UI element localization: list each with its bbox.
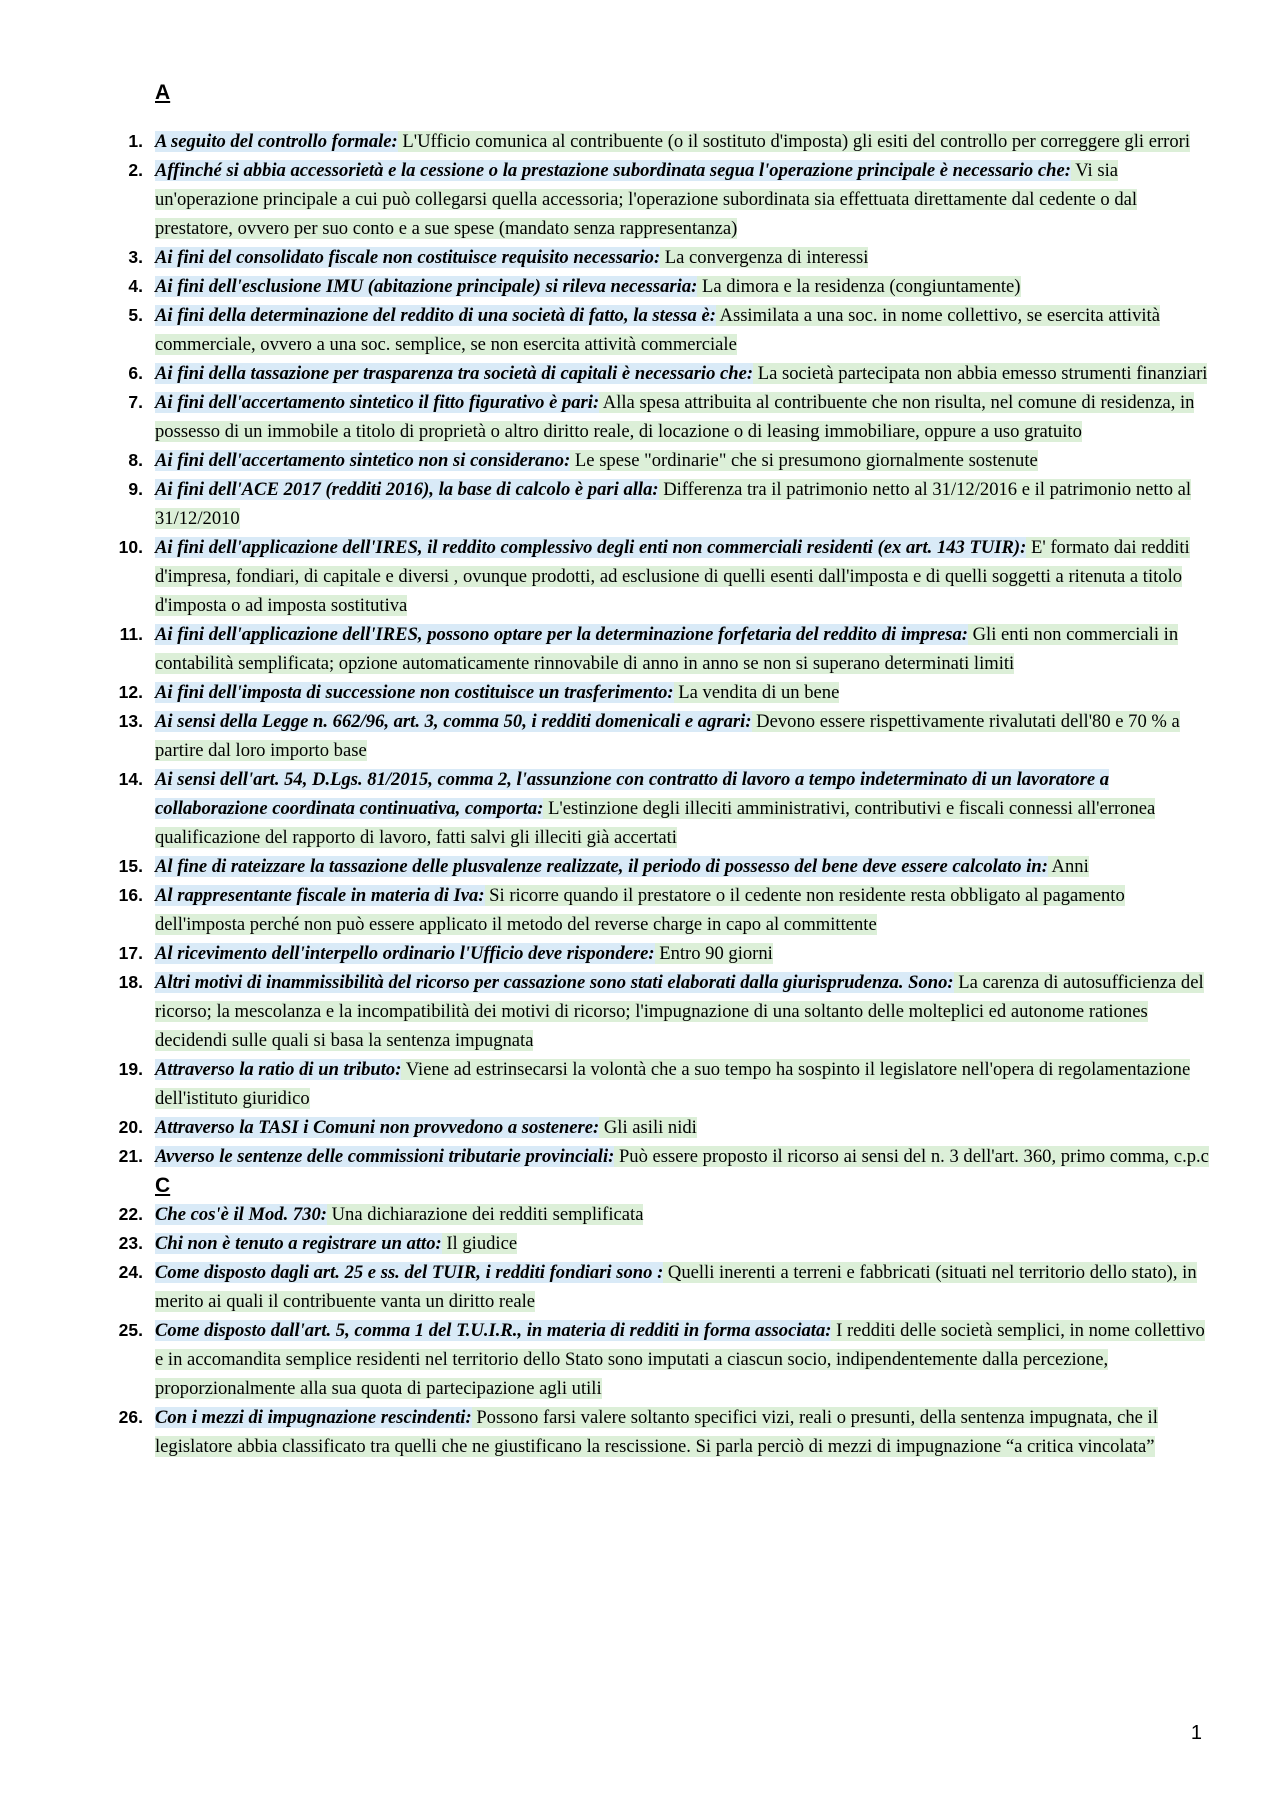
- question: Con i mezzi di impugnazione rescindenti:: [155, 1407, 472, 1428]
- answer: Si ricorre quando il prestatore o il cedente non residente resta obbligato al pagamento dell'imposta perché non può essere applicato il metodo del reverse charge in capo al committente: [155, 885, 1125, 935]
- qa-item: 10. Ai fini dell'applicazione dell'IRES, il reddito complessivo degli enti non commerciali residenti (ex art. 143 TUIR): E' formato dai redditi d'impresa, fondiari, di capitale e diversi , ovunque prodotti, ad esclusione di quelli esenti dall'imposta e di quelli soggetti a ritenuta a titolo d'imposta o ad imposta sostitutiva: [118, 537, 1190, 616]
- question: Altri motivi di inammissibilità del ricorso per cassazione sono stati elaborati dalla giurisprudenza. Sono:: [155, 972, 954, 993]
- answer: Quelli inerenti a terreni e fabbricati (situati nel territorio dello stato), in merito ai quali il contribuente vanta un diritto reale: [155, 1262, 1197, 1312]
- question: Ai fini dell'applicazione dell'IRES, possono optare per la determinazione forfetaria del reddito di impresa:: [155, 624, 968, 645]
- question: Come disposto dagli art. 25 e ss. del TUIR, i redditi fondiari sono :: [155, 1262, 664, 1283]
- question: Ai fini del consolidato fiscale non costituisce requisito necessario:: [155, 247, 661, 268]
- question: Ai fini dell'imposta di successione non costituisce un trasferimento:: [155, 682, 674, 703]
- qa-item: 5. Ai fini della determinazione del reddito di una società di fatto, la stessa è: Assimilata a una soc. in nome collettivo, se esercita attività commerciale, ovvero a una soc. semplice, se non esercita attività commerciale: [128, 305, 1160, 355]
- qa-item: 2. Affinché si abbia accessorietà e la cessione o la prestazione subordinata segua l'operazione principale è necessario che: Vi sia un'operazione principale a cui può collegarsi quella accessoria; l'operazione subordinata sia effettuata direttamente dal cedente o dal prestatore, ovvero per suo conto e a sue spese (mandato senza rappresentanza): [128, 160, 1138, 239]
- question: A seguito del controllo formale:: [155, 131, 398, 152]
- answer: Devono essere rispettivamente rivalutati dell'80 e 70 % a partire dal loro importo base: [155, 711, 1180, 761]
- answer: La carenza di autosufficienza del ricorso; la mescolanza e la incompatibilità dei motivi di ricorso; l'impugnazione di una soltanto delle molteplici ed autonome rationes decidendi sulle quali si basa la sentenza impugnata: [155, 972, 1204, 1051]
- qa-list-c: [112, 1200, 1212, 1461]
- qa-item: 13. Ai sensi della Legge n. 662/96, art. 3, comma 50, i redditi domenicali e agrari: Devono essere rispettivamente rivalutati dell'80 e 70 % a partire dal loro importo base: [118, 711, 1180, 761]
- question: Attraverso la TASI i Comuni non provvedono a sostenere:: [155, 1117, 600, 1138]
- qa-item: 19. Attraverso la ratio di un tributo: Viene ad estrinsecarsi la volontà che a suo tempo ha sospinto il legislatore nell'opera di regolamentazione dell'istituto giuridico: [118, 1059, 1191, 1109]
- answer: La società partecipata non abbia emesso strumenti finanziari: [753, 363, 1208, 384]
- question: Ai sensi dell'art. 54, D.Lgs. 81/2015, comma 2, l'assunzione con contratto di lavoro a tempo indeterminato di un lavoratore a collaborazione coordinata continuativa, comporta:: [155, 769, 1110, 819]
- qa-item: 26. Con i mezzi di impugnazione rescindenti: Possono farsi valere soltanto specifici vizi, reali o presunti, della sentenza impugnata, che il legislatore abbia classificato tra quelli che ne giustificano la rescissione. Si parla perciò di mezzi di impugnazione “a critica vincolata”: [118, 1407, 1158, 1457]
- question: Ai sensi della Legge n. 662/96, art. 3, comma 50, i redditi domenicali e agrari:: [155, 711, 752, 732]
- qa-item: 12. Ai fini dell'imposta di successione non costituisce un trasferimento: La vendita di un bene: [118, 682, 840, 703]
- qa-item: 11. Ai fini dell'applicazione dell'IRES, possono optare per la determinazione forfetaria del reddito di impresa: Gli enti non commerciali in contabilità semplificata; opzione automaticamente rinnovabile di anno in anno se non si superano determinati limiti: [119, 624, 1179, 674]
- qa-item: 8. Ai fini dell'accertamento sintetico non si considerano: Le spese "ordinarie" che si presumono giornalmente sostenute: [128, 450, 1038, 471]
- answer: Può essere proposto il ricorso ai sensi del n. 3 dell'art. 360, primo comma, c.p.c: [614, 1146, 1209, 1167]
- question: Avverso le sentenze delle commissioni tributarie provinciali:: [155, 1146, 615, 1167]
- qa-item: 20. Attraverso la TASI i Comuni non provvedono a sostenere: Gli asili nidi: [118, 1117, 697, 1138]
- qa-item: 17. Al ricevimento dell'interpello ordinario l'Ufficio deve rispondere: Entro 90 giorni: [118, 943, 773, 964]
- answer: Gli enti non commerciali in contabilità semplificata; opzione automaticamente rinnovabile di anno in anno se non si superano determinati limiti: [155, 624, 1179, 674]
- answer: La vendita di un bene: [673, 682, 840, 703]
- qa-item: 23. Chi non è tenuto a registrare un atto: Il giudice: [118, 1233, 518, 1254]
- question: Affinché si abbia accessorietà e la cessione o la prestazione subordinata segua l'operazione principale è necessario che:: [155, 160, 1071, 181]
- question: Chi non è tenuto a registrare un atto:: [155, 1233, 442, 1254]
- question: Ai fini dell'accertamento sintetico il fitto figurativo è pari:: [155, 392, 600, 413]
- answer: Viene ad estrinsecarsi la volontà che a suo tempo ha sospinto il legislatore nell'opera di regolamentazione dell'istituto giuridico: [155, 1059, 1191, 1109]
- answer: La convergenza di interessi: [660, 247, 869, 268]
- answer: Differenza tra il patrimonio netto al 31/12/2016 e il patrimonio netto al 31/12/2010: [155, 479, 1192, 529]
- qa-list-a: [112, 127, 1212, 1171]
- question: Ai fini dell'ACE 2017 (redditi 2016), la base di calcolo è pari alla:: [155, 479, 659, 500]
- qa-item: 14. Ai sensi dell'art. 54, D.Lgs. 81/2015, comma 2, l'assunzione con contratto di lavoro a tempo indeterminato di un lavoratore a collaborazione coordinata continuativa, comporta: L'estinzione degli illeciti amministrativi, contributivi e fiscali connessi all'erronea qualificazione del rapporto di lavoro, fatti salvi gli illeciti già accertati: [118, 769, 1156, 848]
- question: Ai fini dell'accertamento sintetico non si considerano:: [155, 450, 571, 471]
- question: Che cos'è il Mod. 730:: [155, 1204, 327, 1225]
- answer: Una dichiarazione dei redditi semplificata: [326, 1204, 644, 1225]
- answer: I redditi delle società semplici, in nome collettivo e in accomandita semplice residenti nel territorio dello Stato sono imputati a ciascun socio, indipendentemente dalla percezione, proporzionalmente alla sua quota di partecipazione agli utili: [155, 1320, 1205, 1399]
- qa-item: 3. Ai fini del consolidato fiscale non costituisce requisito necessario: La convergenza di interessi: [128, 247, 869, 268]
- question: Attraverso la ratio di un tributo:: [155, 1059, 402, 1080]
- question: Ai fini dell'esclusione IMU (abitazione principale) si rileva necessaria:: [155, 276, 698, 297]
- answer: Vi sia un'operazione principale a cui può collegarsi quella accessoria; l'operazione subordinata sia effettuata direttamente dal cedente o dal prestatore, ovvero per suo conto e a sue spese (mandato senza rappresentanza): [155, 160, 1138, 239]
- qa-item: 15. Al fine di rateizzare la tassazione delle plusvalenze realizzate, il periodo di possesso del bene deve essere calcolato in: Anni: [118, 856, 1089, 877]
- question: Ai fini della tassazione per trasparenza tra società di capitali è necessario che:: [155, 363, 754, 384]
- qa-item: 4. Ai fini dell'esclusione IMU (abitazione principale) si rileva necessaria: La dimora e la residenza (congiuntamente): [128, 276, 1021, 297]
- qa-item: 6. Ai fini della tassazione per trasparenza tra società di capitali è necessario che: La società partecipata non abbia emesso strumenti finanziari: [128, 363, 1208, 384]
- qa-item: 9. Ai fini dell'ACE 2017 (redditi 2016), la base di calcolo è pari alla: Differenza tra il patrimonio netto al 31/12/2016 e il patrimonio netto al 31/12/2010: [128, 479, 1192, 529]
- answer: Gli asili nidi: [599, 1117, 697, 1138]
- section-heading-c: C: [155, 1174, 171, 1197]
- answer: Le spese "ordinarie" che si presumono giornalmente sostenute: [570, 450, 1038, 471]
- question: Al rappresentante fiscale in materia di Iva:: [155, 885, 485, 906]
- answer: Assimilata a una soc. in nome collettivo, se esercita attività commerciale, ovvero a una soc. semplice, se non esercita attività commerciale: [155, 305, 1160, 355]
- answer: E' formato dai redditi d'impresa, fondiari, di capitale e diversi , ovunque prodotti, ad esclusione di quelli esenti dall'imposta e di quelli soggetti a ritenuta a titolo d'imposta o ad imposta sostitutiva: [155, 537, 1190, 616]
- qa-item: 25. Come disposto dall'art. 5, comma 1 del T.U.I.R., in materia di redditi in forma associata: I redditi delle società semplici, in nome collettivo e in accomandita semplice residenti nel territorio dello Stato sono imputati a ciascun socio, indipendentemente dalla percezione, proporzionalmente alla sua quota di partecipazione agli utili: [118, 1320, 1205, 1399]
- answer: Il giudice: [441, 1233, 518, 1254]
- answer: L'estinzione degli illeciti amministrativi, contributivi e fiscali connessi all'erronea qualificazione del rapporto di lavoro, fatti salvi gli illeciti già accertati: [155, 798, 1156, 848]
- question: Come disposto dall'art. 5, comma 1 del T.U.I.R., in materia di redditi in forma associata:: [155, 1320, 832, 1341]
- qa-item: 22. Che cos'è il Mod. 730: Una dichiarazione dei redditi semplificata: [118, 1204, 644, 1225]
- answer: Alla spesa attribuita al contribuente che non risulta, nel comune di residenza, in possesso di un immobile a titolo di proprietà o altro diritto reale, di locazione o di leasing immobiliare, oppure a uso gratuito: [155, 392, 1195, 442]
- section-heading-a: A: [155, 81, 171, 104]
- answer: Entro 90 giorni: [654, 943, 773, 964]
- qa-item: 7. Ai fini dell'accertamento sintetico il fitto figurativo è pari: Alla spesa attribuita al contribuente che non risulta, nel comune di residenza, in possesso di un immobile a titolo di proprietà o altro diritto reale, di locazione o di leasing immobiliare, oppure a uso gratuito: [128, 392, 1195, 442]
- qa-item: 1. A seguito del controllo formale: L'Ufficio comunica al contribuente (o il sostituto d'imposta) gli esiti del controllo per correggere gli errori: [128, 131, 1190, 152]
- qa-item: 21. Avverso le sentenze delle commissioni tributarie provinciali: Può essere proposto il ricorso ai sensi del n. 3 dell'art. 360, primo comma, c.p.c: [118, 1146, 1209, 1167]
- page-number: 1: [1190, 1722, 1202, 1744]
- answer: Possono farsi valere soltanto specifici vizi, reali o presunti, della sentenza impugnata, che il legislatore abbia classificato tra quelli che ne giustificano la rescissione. Si parla perciò di mezzi di impugnazione “a critica vincolata”: [155, 1407, 1158, 1457]
- answer: Anni: [1047, 856, 1089, 877]
- qa-item: 18. Altri motivi di inammissibilità del ricorso per cassazione sono stati elaborati dalla giurisprudenza. Sono: La carenza di autosufficienza del ricorso; la mescolanza e la incompatibilità dei motivi di ricorso; l'impugnazione di una soltanto delle molteplici ed autonome rationes decidendi sulle quali si basa la sentenza impugnata: [118, 972, 1204, 1051]
- question: Ai fini della determinazione del reddito di una società di fatto, la stessa è:: [155, 305, 716, 326]
- question: Al fine di rateizzare la tassazione delle plusvalenze realizzate, il periodo di possesso del bene deve essere calcolato in:: [155, 856, 1048, 877]
- question: Ai fini dell'applicazione dell'IRES, il reddito complessivo degli enti non commerciali residenti (ex art. 143 TUIR):: [155, 537, 1027, 558]
- answer: L'Ufficio comunica al contribuente (o il sostituto d'imposta) gli esiti del controllo per correggere gli errori: [397, 131, 1190, 152]
- qa-item: 16. Al rappresentante fiscale in materia di Iva: Si ricorre quando il prestatore o il cedente non residente resta obbligato al pagamento dell'imposta perché non può essere applicato il metodo del reverse charge in capo al committente: [118, 885, 1125, 935]
- answer: La dimora e la residenza (congiuntamente): [697, 276, 1021, 297]
- document-body: [112, 78, 1212, 1461]
- qa-item: 24. Come disposto dagli art. 25 e ss. del TUIR, i redditi fondiari sono : Quelli inerenti a terreni e fabbricati (situati nel territorio dello stato), in merito ai quali il contribuente vanta un diritto reale: [118, 1262, 1197, 1312]
- question: Al ricevimento dell'interpello ordinario l'Ufficio deve rispondere:: [155, 943, 655, 964]
